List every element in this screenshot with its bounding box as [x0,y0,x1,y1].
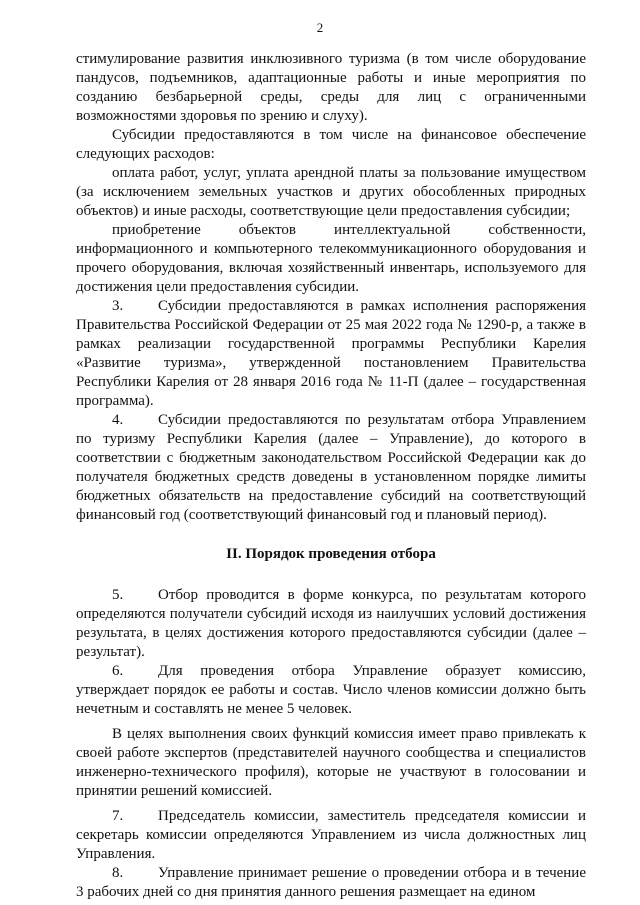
numbered-paragraph [76,297,586,411]
numbered-paragraph [76,807,586,864]
paragraph: Субсидии предоставляются в том числе на финансовое обеспечение следующих расходов: [76,127,586,162]
paragraph-number: 3. [112,298,124,314]
paragraph: стимулирование развития инклюзивного туризма (в том числе оборудование пандусов, подъемников, адаптационные работы и иные мероприятия по созданию безбарьерной среды, среды для лиц с ограниченными возможностями здоровья по зрению и слуху). [76,51,586,124]
paragraph-text: Субсидии предоставляются по результатам отбора Управлением по туризму Республики Карелия (далее – Управление), до которого в соответствии с бюджетным законодательством Российской Федерации как до получателя бюджетных средств доведены в установленном порядке лимиты бюджетных обязательств на предоставление субсидий на соответствующий финансовый год (соответствующий финансовый год и плановый период). [76,412,586,523]
paragraph-text: Отбор проводится в форме конкурса, по результатам которого определяются получатели субсидий исходя из наилучших условий достижения результата, в целях достижения которого предоставляются субсидии (далее – результат). [76,587,586,660]
document-body [76,50,586,902]
paragraph-number: 5. [112,587,124,603]
paragraph: оплата работ, услуг, уплата арендной платы за пользование имуществом (за исключением земельных участков и других обособленных природных объектов) и иные расходы, соответствующие цели предоставления субсидии; [76,165,586,219]
section-heading: II. Порядок проведения отбора [226,546,436,562]
numbered-paragraph [76,586,586,662]
paragraph-text: Субсидии предоставляются в рамках исполнения распоряжения Правительства Российской Федерации от 25 мая 2022 года № 1290-р, а также в рамках реализации государственной программы Республики Карелия «Развитие туризма», утвержденной постановлением Правительства Республики Карелия от 28 января 2016 года № 11-П (далее – государственная программа). [76,298,586,409]
numbered-paragraph [76,411,586,525]
paragraph-number: 6. [112,663,124,679]
numbered-paragraph [76,864,586,902]
paragraph-number: 7. [112,808,124,824]
paragraph: В целях выполнения своих функций комиссия имеет право привлекать к своей работе экспертов (представителей научного сообщества и специалистов инженерно-технического профиля), которые не участвуют в голосовании и принятии решений комиссией. [76,726,586,799]
numbered-paragraph [76,662,586,719]
paragraph: приобретение объектов интеллектуальной собственности, информационного и компьютерного телекоммуникационного оборудования и прочего оборудования, включая хозяйственный инвентарь, используемого для достижения цели предоставления субсидии. [76,222,586,295]
paragraph-text: Для проведения отбора Управление образует комиссию, утверждает порядок ее работы и состав. Число членов комиссии должно быть нечетным и составлять не менее 5 человек. [76,663,586,717]
page-number: 2 [316,20,324,35]
paragraph-number: 8. [112,865,124,881]
paragraph-number: 4. [112,412,124,428]
paragraph-text: Управление принимает решение о проведении отбора и в течение 3 рабочих дней со дня принятия данного решения размещает на едином [76,865,586,900]
paragraph-text: Председатель комиссии, заместитель председателя комиссии и секретарь комиссии определяются Управлением из числа должностных лиц Управления. [76,808,586,862]
